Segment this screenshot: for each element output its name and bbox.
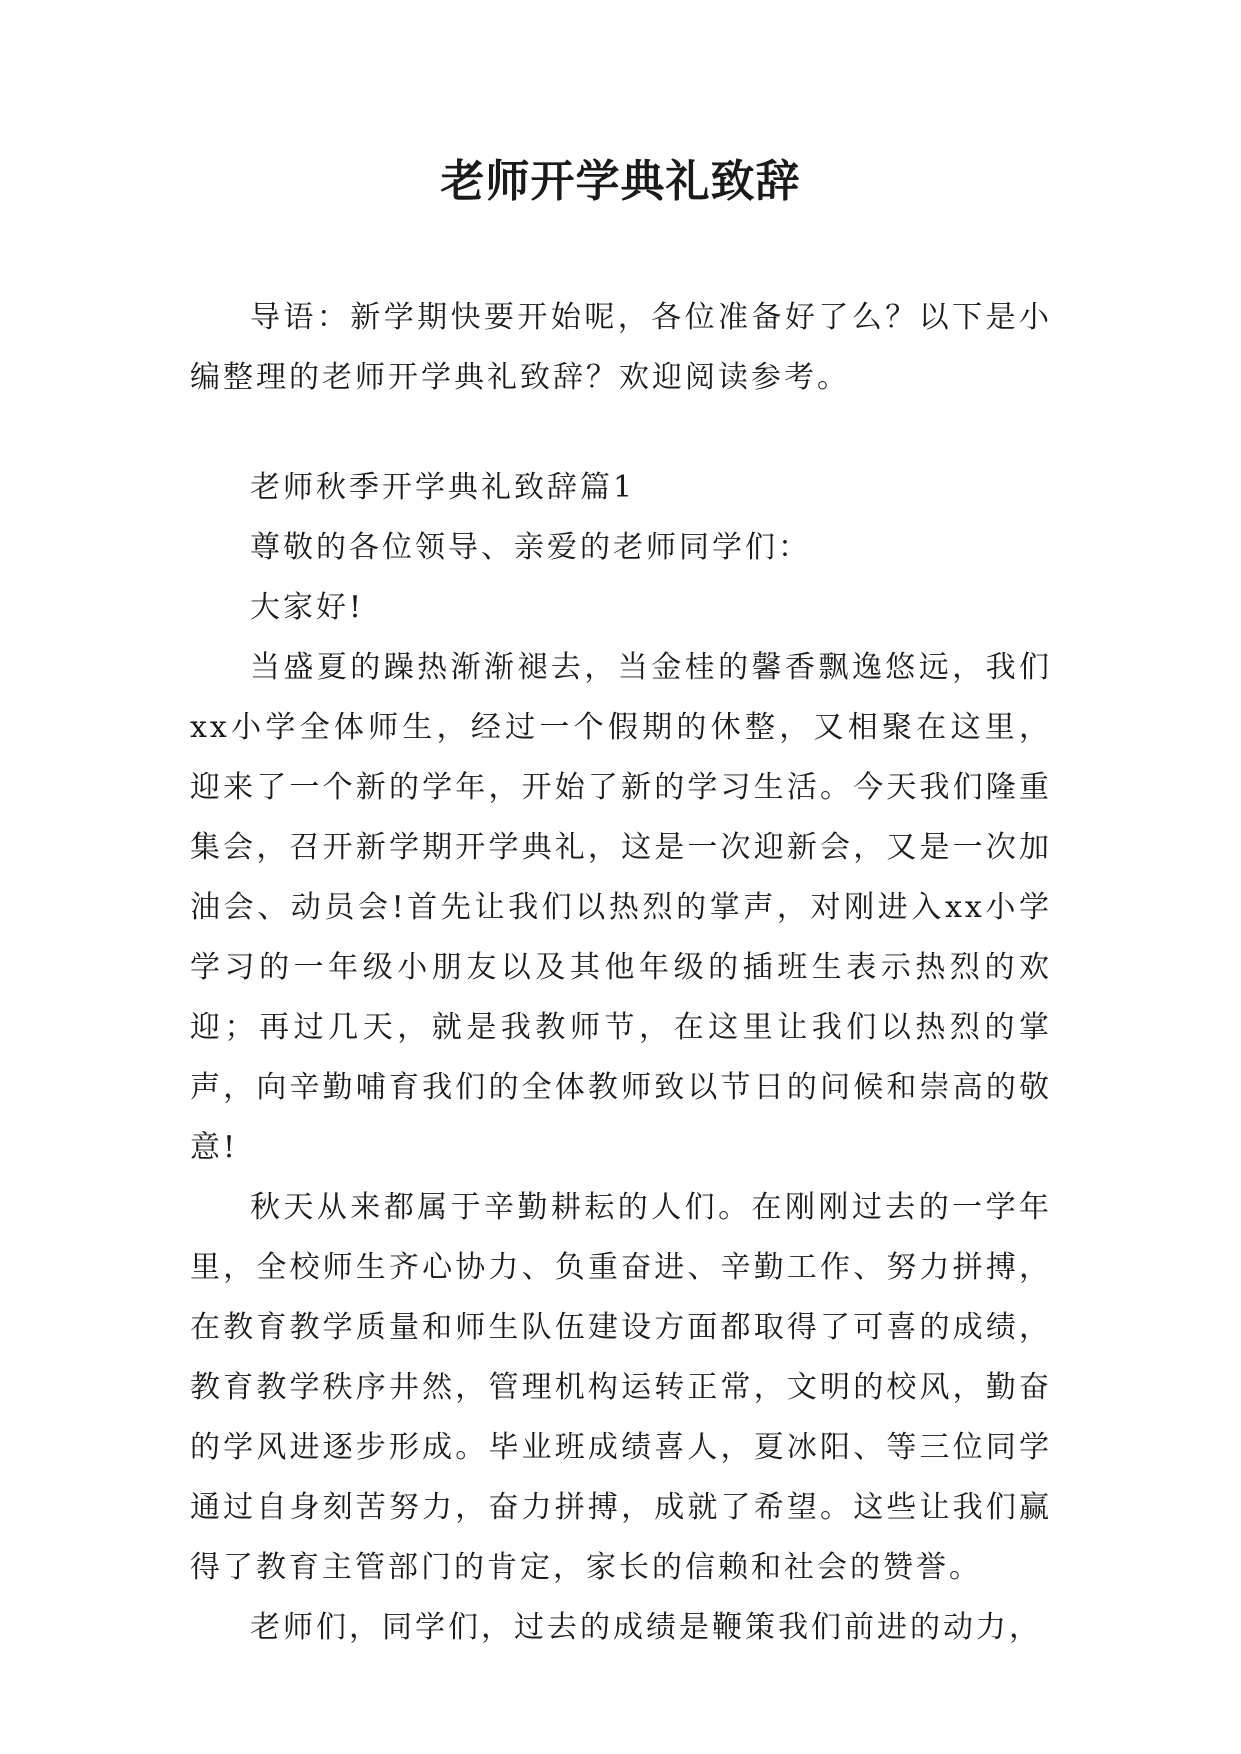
body-paragraph: 当盛夏的躁热渐渐褪去，当金桂的馨香飘逸悠远，我们xx小学全体师生，经过一个假期的休整，又相聚在这里，迎来了一个新的学年，开始了新的学习生活。今天我们隆重集会，召开新学期开学典礼，这是一次迎新会，又是一次加油会、动员会!首先让我们以热烈的掌声，对刚进入xx小学学习的一年级小朋友以及其他年级的插班生表示热烈的欢迎；再过几天，就是我教师节，在这里让我们以热烈的掌声，向辛勤哺育我们的全体教师致以节日的问候和崇高的敬意! [190, 650, 1052, 1165]
salutation: 尊敬的各位领导、亲爱的老师同学们： [250, 530, 811, 565]
intro-section [190, 288, 1052, 408]
section-heading: 老师秋季开学典礼致辞篇1 [250, 470, 636, 505]
document-title: 老师开学典礼致辞 [440, 156, 801, 207]
body-paragraph: 秋天从来都属于辛勤耕耘的人们。在刚刚过去的一学年里，全校师生齐心协力、负重奋进、辛勤工作、努力拼搏，在教育教学质量和师生队伍建设方面都取得了可喜的成绩，教育教学秩序井然，管理机构运转正常，文明的校风，勤奋的学风进逐步形成。毕业班成绩喜人，夏冰阳、等三位同学通过自身刻苦努力，奋力拼搏，成就了希望。这些让我们赢得了教育主管部门的肯定，家长的信赖和社会的赞誉。 [190, 1190, 1052, 1585]
speech-body [190, 458, 1052, 1658]
body-paragraph: 老师们，同学们，过去的成绩是鞭策我们前进的动力， [250, 1610, 1042, 1645]
intro-paragraph: 导语：新学期快要开始呢，各位准备好了么？以下是小编整理的老师开学典礼致辞？欢迎阅读参考。 [190, 300, 1052, 395]
greeting: 大家好! [250, 590, 365, 625]
